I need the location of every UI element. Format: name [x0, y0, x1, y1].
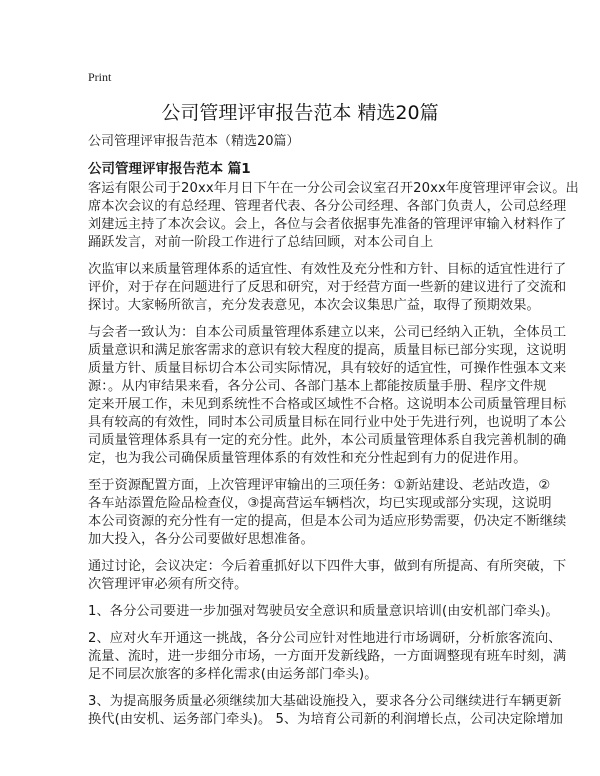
paragraph-line: 流量、流时，进一步细分市场，一方面开发新线路，一方面调整现有班车时刻，满: [88, 649, 567, 664]
paragraph: [88, 261, 567, 315]
paragraph: [88, 558, 567, 594]
paragraph-line: 质量意识和满足旅客需求的意识有较大程度的提高，质量目标已部分实现，这说明: [88, 343, 567, 358]
document-subtitle: 公司管理评审报告范本（精选20篇）: [88, 134, 300, 149]
paragraph-line: 踊跃发言，对前一阶段工作进行了总结回顾，对本公司自上: [88, 235, 434, 250]
section-heading: 公司管理评审报告范本 篇1: [88, 161, 251, 177]
paragraph-line: 足不同层次旅客的多样化需求(由运务部门牵头)。: [88, 667, 378, 682]
paragraph-line: 席本次会议的有总经理、管理者代表、各分公司经理、各部门负责人，公司总经理: [88, 199, 567, 214]
paragraph-line: 与会者一致认为：自本公司质量管理体系建立以来，公司已经纳入正轨，全体员工: [88, 325, 567, 340]
paragraph-line: 具有较高的有效性，同时本公司质量目标在同行业中处于先进行列，也说明了本公: [88, 415, 567, 430]
paragraph-line: 通过讨论，会议决定：今后着重抓好以下四件大事，做到有所提高、有所突破，下: [88, 559, 567, 574]
paragraph: [88, 603, 559, 621]
paragraph-line: 刘建远主持了本次会议。会上，各位与会者依据事先准备的管理评审输入材料作了: [88, 217, 567, 232]
paragraph-line: 定，也为我公司确保质量管理体系的有效性和充分性起到有力的促进作用。: [88, 451, 527, 466]
paragraph-line: 客运有限公司于20xx年月日下午在一分公司会议室召开20xx年度管理评审会议。出: [88, 181, 579, 196]
paragraph-line: 定来开展工作，未见到系统性不合格或区域性不合格。这说明本公司质量管理目标: [88, 397, 567, 412]
paragraph-line: 换代(由安机、运务部门牵头)。 5、为培育公司新的利润增长点，公司决定除增加: [88, 712, 564, 727]
paragraph-line: 探讨。大家畅所欲言，充分发表意见，本次会议集思广益，取得了预期效果。: [88, 298, 540, 313]
paragraph-line: 评价，对于存在问题进行了反思和研究，对于经营方面一些新的建议进行了交流和: [88, 280, 567, 295]
paragraph: [88, 693, 564, 729]
paragraph-line: 2、应对火车开通这一挑战，各分公司应针对性地进行市场调研，分析旅客流向、: [88, 631, 562, 646]
paragraph-line: 司质量管理体系具有一定的充分性。此外，本公司质量管理体系自我完善机制的确: [88, 433, 567, 448]
paragraph-line: 次监审以来质量管理体系的适宜性、有效性及充分性和方针、目标的适宜性进行了: [88, 262, 567, 277]
paragraph-line: 3、为提高服务质量必须继续加大基础设施投入，要求各分公司继续进行车辆更新: [88, 694, 562, 709]
paragraph-line: 次管理评审必须有所交待。: [88, 577, 248, 592]
paragraph: [88, 477, 567, 549]
document-body: [88, 180, 579, 738]
paragraph-line: 各车站添置危险品检查仪，③提高营运车辆档次，均已实现或部分实现，这说明: [88, 496, 552, 511]
print-label: Print: [88, 70, 112, 84]
paragraph-line: 加大投入，各分公司要做好思想准备。: [88, 532, 314, 547]
paragraph-line: 至于资源配置方面，上次管理评审输出的三项任务：①新站建设、老站改造，②: [88, 478, 551, 493]
paragraph-line: 质量方针、质量目标切合本公司实际情况，具有较好的适宜性，可操作性强本文来: [88, 361, 567, 376]
paragraph-line: 源：。从内审结果来看，各分公司、各部门基本上都能按质量手册、程序文件规: [88, 379, 547, 394]
paragraph-line: 本公司资源的充分性有一定的提高，但是本公司为适应形势需要，仍决定不断继续: [88, 514, 567, 529]
paragraph: [88, 180, 579, 252]
document-title: 公司管理评审报告范本 精选20篇: [161, 102, 439, 124]
paragraph: [88, 630, 567, 684]
paragraph: [88, 324, 567, 468]
paragraph-line: 1、各分公司要进一步加强对驾驶员安全意识和质量意识培训(由安机部门牵头)。: [88, 604, 559, 619]
